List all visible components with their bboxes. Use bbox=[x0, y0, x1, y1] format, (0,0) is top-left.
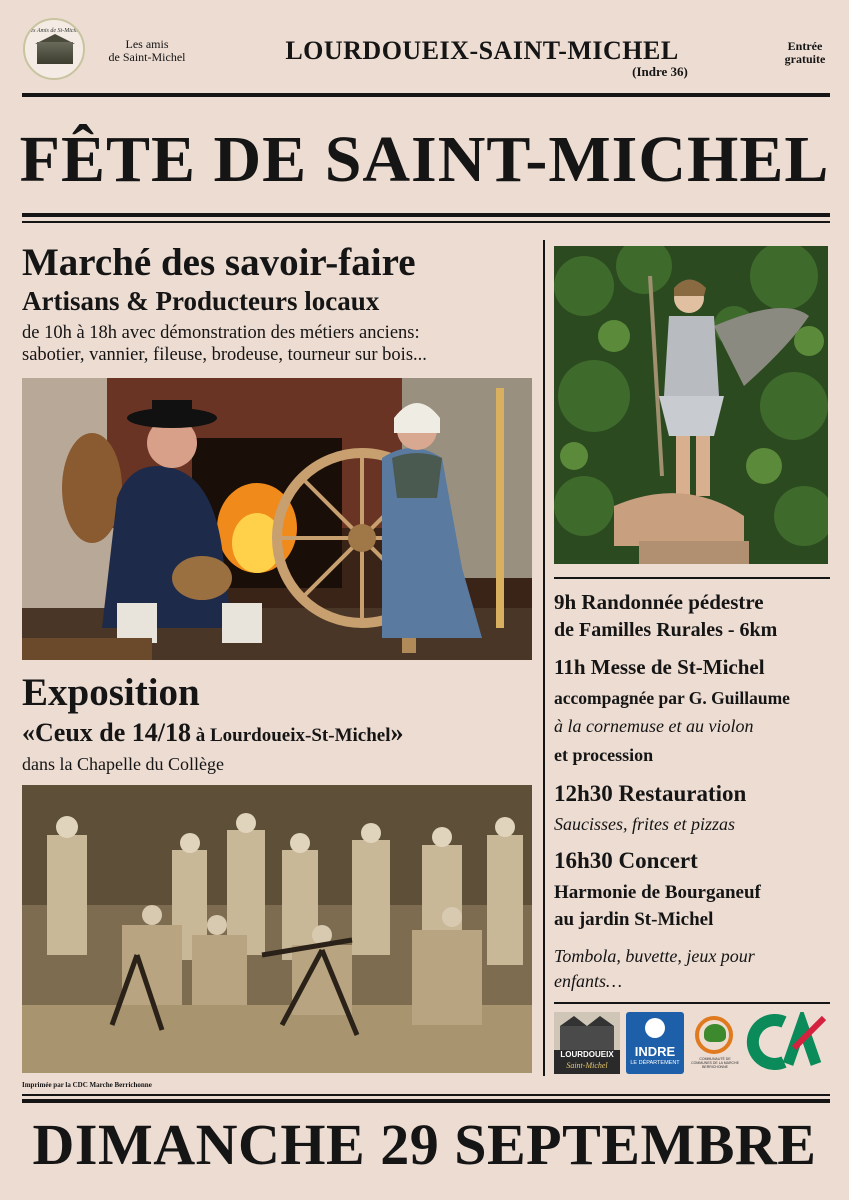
footer-divider-top bbox=[22, 1094, 830, 1096]
market-description bbox=[22, 322, 542, 366]
association-name-line1: Les amis bbox=[125, 37, 169, 51]
exhibition-quote-place: à Lourdoueix-St-Michel bbox=[191, 725, 391, 746]
sponsor-logos bbox=[554, 1012, 830, 1076]
tree-icon bbox=[704, 1024, 726, 1042]
soldiers-photo bbox=[22, 785, 532, 1073]
association-logo bbox=[23, 18, 85, 80]
saint-michel-statue-photo bbox=[554, 246, 828, 564]
program-mass-procession: et procession bbox=[554, 745, 654, 765]
program-food-title: 12h30 Restauration bbox=[554, 781, 747, 806]
logo-caption: Les Amis de St-Michel bbox=[27, 28, 81, 34]
bird-icon bbox=[645, 1018, 665, 1038]
village-name: LOURDOUEIX-SAINT-MICHEL bbox=[285, 36, 679, 65]
market-title: Marché des savoir-faire bbox=[22, 241, 416, 284]
cdc-logo-text: COMMUNAUTÉ DE COMMUNES DE LA MARCHE BERRICHONNE bbox=[691, 1057, 739, 1069]
exhibition-quote-main: Ceux de 14/18 bbox=[35, 718, 191, 747]
program-concert-band: Harmonie de Bourganeuf bbox=[554, 882, 761, 903]
lourdoueix-logo bbox=[554, 1012, 620, 1074]
event-date: DIMANCHE 29 SEPTEMBRE bbox=[32, 1112, 817, 1177]
market-desc-line2: sabotier, vannier, fileuse, brodeuse, tourneur sur bois... bbox=[22, 345, 427, 365]
quote-close: » bbox=[390, 718, 404, 747]
program-hike-subtitle: de Familles Rurales - 6km bbox=[554, 619, 778, 641]
entry-line1: Entrée bbox=[787, 39, 823, 53]
indre-logo-subtitle: LE DÉPARTEMENT bbox=[630, 1060, 680, 1066]
program-extras-line1: Tombola, buvette, jeux pour bbox=[554, 946, 755, 966]
indre-department-logo bbox=[626, 1012, 684, 1074]
program-concert-place: au jardin St-Michel bbox=[554, 909, 714, 930]
entry-line2: gratuite bbox=[784, 52, 826, 66]
exhibition-title: Exposition bbox=[22, 671, 200, 714]
program-extras-line2: enfants… bbox=[554, 971, 623, 991]
lourdoueix-logo-line1: LOURDOUEIX bbox=[560, 1050, 614, 1059]
credit-agricole-logo bbox=[744, 1012, 830, 1074]
program-concert-title: 16h30 Concert bbox=[554, 848, 698, 873]
title-divider-bottom bbox=[22, 221, 830, 223]
program-mass-instruments: à la cornemuse et au violon bbox=[554, 716, 754, 736]
main-title: FÊTE DE SAINT-MICHEL bbox=[19, 123, 830, 196]
artisans-photo bbox=[22, 378, 532, 660]
header-divider bbox=[22, 93, 830, 97]
exhibition-place: dans la Chapelle du Collège bbox=[22, 754, 224, 774]
program-food-menu: Saucisses, frites et pizzas bbox=[554, 814, 736, 834]
program-mass-subtitle: accompagnée par G. Guillaume bbox=[554, 688, 790, 708]
association-name-line2: de Saint-Michel bbox=[108, 50, 186, 64]
department-label: (Indre 36) bbox=[632, 64, 688, 79]
sponsors-divider bbox=[554, 1002, 830, 1004]
program-hike-title: 9h Randonnée pédestre bbox=[554, 590, 764, 614]
entry-note bbox=[768, 40, 842, 66]
market-subtitle: Artisans & Producteurs locaux bbox=[22, 286, 380, 316]
indre-logo-name: INDRE bbox=[634, 1044, 676, 1059]
column-divider bbox=[543, 240, 545, 1076]
exhibition-subtitle bbox=[22, 718, 404, 748]
cdc-marche-berrichonne-logo bbox=[690, 1012, 740, 1074]
market-desc-line1: de 10h à 18h avec démonstration des métiers anciens: bbox=[22, 323, 420, 343]
title-divider-top bbox=[22, 213, 830, 217]
quote-open: « bbox=[22, 718, 35, 747]
program-divider-top bbox=[554, 577, 830, 579]
association-name bbox=[92, 38, 202, 64]
footer-divider-bottom bbox=[22, 1099, 830, 1103]
lourdoueix-logo-line2: Saint-Michel bbox=[566, 1061, 608, 1070]
program-mass-title: 11h Messe de St-Michel bbox=[554, 655, 765, 679]
printer-note: Imprimée par la CDC Marche Berrichonne bbox=[22, 1081, 152, 1089]
